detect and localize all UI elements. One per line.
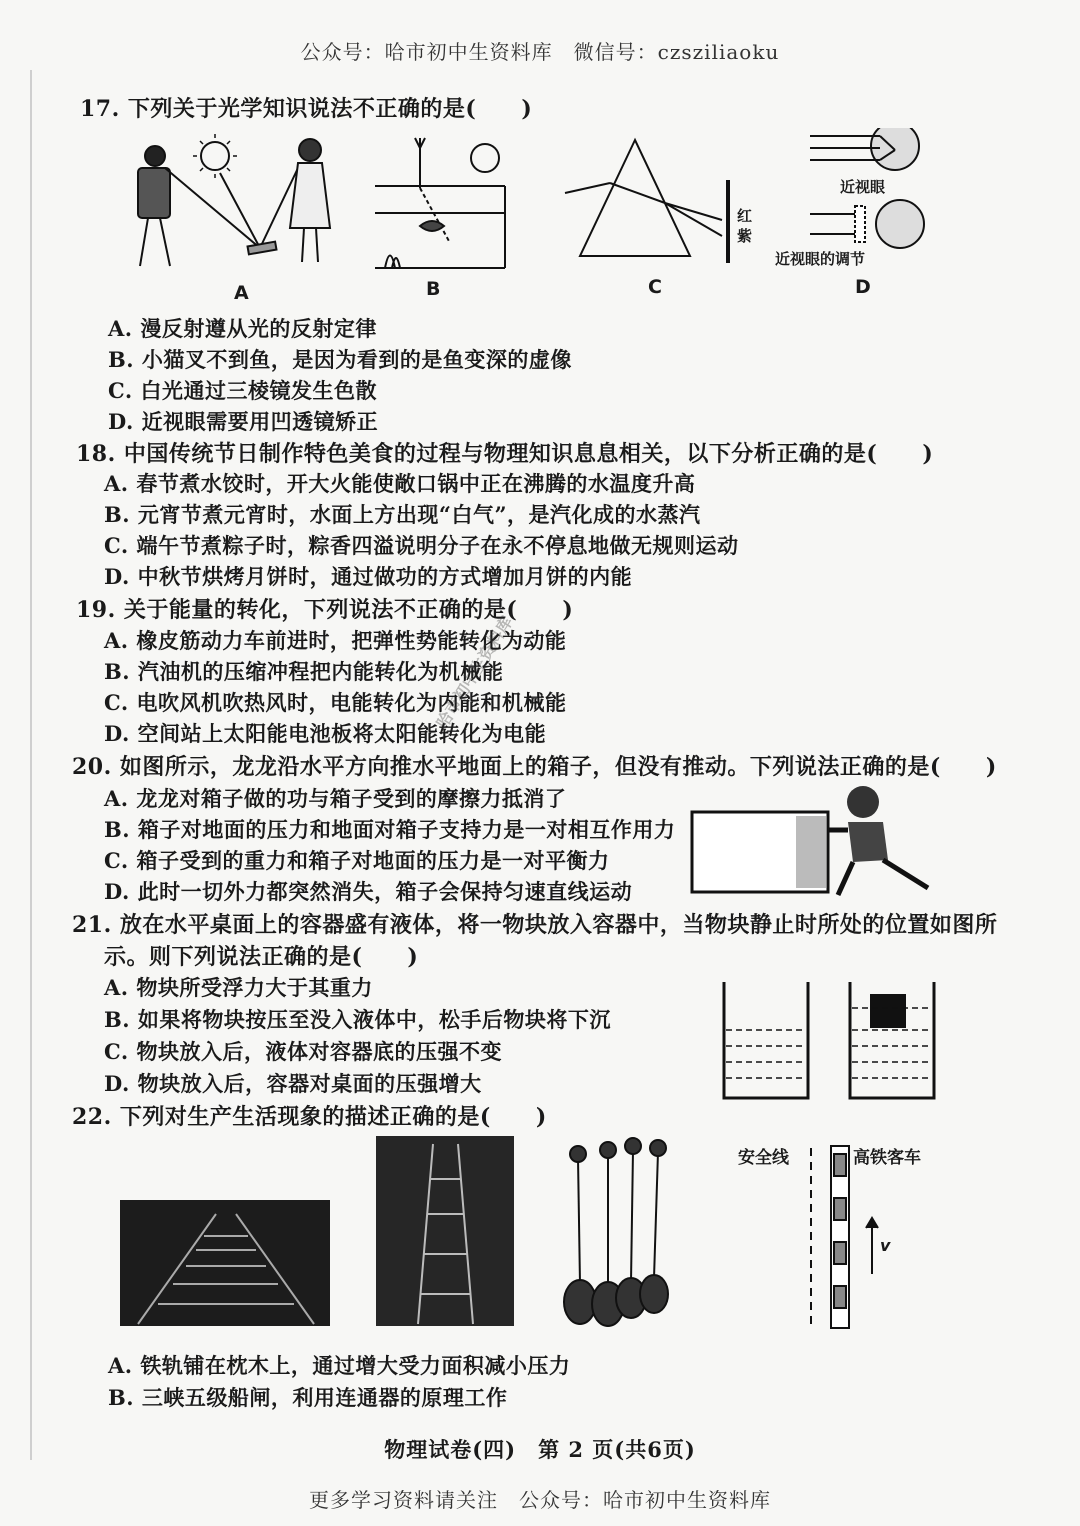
q17-fig-c-red: 红 bbox=[737, 207, 753, 225]
q21-option-b: B. 如果将物块按压至没入液体中，松手后物块将下沉 bbox=[104, 1007, 611, 1032]
watermark-stamp: 哈市初中生资料库 bbox=[432, 613, 517, 732]
q22-velocity-label: v bbox=[880, 1236, 891, 1255]
q21-option-a: A. 物块所受浮力大于其重力 bbox=[104, 975, 373, 1000]
q21-option-c: C. 物块放入后，液体对容器底的压强不变 bbox=[104, 1039, 502, 1064]
q22-figures bbox=[118, 1134, 948, 1334]
q22-train-label: 高铁客车 bbox=[853, 1148, 921, 1168]
question-19-stem: 19. 关于能量的转化，下列说法不正确的是( ) bbox=[76, 597, 574, 623]
q17-option-c: C. 白光通过三棱镜发生色散 bbox=[108, 378, 377, 403]
question-21-stem-line2: 示。则下列说法正确的是( ) bbox=[104, 944, 419, 970]
q20-figure-box-push bbox=[688, 780, 948, 902]
q17-option-a: A. 漫反射遵从光的反射定律 bbox=[108, 316, 377, 341]
q17-label-c: C bbox=[648, 276, 662, 298]
q17-fig-d-caption-1: 近视眼 bbox=[840, 178, 886, 196]
question-17-stem: 17. 下列关于光学知识说法不正确的是( ) bbox=[80, 96, 533, 122]
q22-photo-rail bbox=[120, 1200, 330, 1326]
q22-safety-line-label: 安全线 bbox=[738, 1148, 789, 1168]
q22-photo-spoons bbox=[564, 1138, 668, 1326]
q17-fig-c-violet: 紫 bbox=[737, 227, 753, 245]
q18-option-d: D. 中秋节烘烤月饼时，通过做功的方式增加月饼的内能 bbox=[104, 564, 633, 589]
header-banner: 公众号：哈市初中生资料库 微信号：czsziliaoku bbox=[300, 40, 780, 64]
question-18-stem: 18. 中国传统节日制作特色美食的过程与物理知识息息相关，以下分析正确的是( ) bbox=[76, 441, 934, 467]
q20-option-c: C. 箱子受到的重力和箱子对地面的压力是一对平衡力 bbox=[104, 848, 610, 873]
q19-option-d: D. 空间站上太阳能电池板将太阳能转化为电能 bbox=[104, 721, 547, 746]
bottom-banner: 更多学习资料请关注 公众号：哈市初中生资料库 bbox=[309, 1488, 771, 1512]
q19-option-a: A. 橡皮筋动力车前进时，把弹性势能转化为动能 bbox=[104, 628, 567, 653]
page-footer: 物理试卷(四) 第 2 页(共6页) bbox=[384, 1437, 696, 1462]
scan-edge bbox=[30, 70, 32, 1460]
q22-option-a: A. 铁轨铺在枕木上，通过增大受力面积减小压力 bbox=[108, 1353, 571, 1378]
q20-option-a: A. 龙龙对箱子做的功与箱子受到的摩擦力抵消了 bbox=[104, 786, 567, 811]
q21-option-d: D. 物块放入后，容器对桌面的压强增大 bbox=[104, 1071, 482, 1096]
q17-figures bbox=[120, 128, 950, 308]
q19-option-c: C. 电吹风机吹热风时，电能转化为内能和机械能 bbox=[104, 690, 567, 715]
question-22-stem: 22. 下列对生产生活现象的描述正确的是( ) bbox=[72, 1104, 547, 1130]
q22-photo-lock bbox=[376, 1136, 514, 1326]
q17-fig-c bbox=[565, 140, 728, 263]
q17-label-d: D bbox=[855, 276, 871, 298]
q19-option-b: B. 汽油机的压缩冲程把内能转化为机械能 bbox=[104, 659, 504, 684]
q17-fig-d-caption-2: 近视眼的调节 bbox=[775, 250, 866, 268]
q17-label-b: B bbox=[426, 278, 441, 300]
q22-option-b: B. 三峡五级船闸，利用连通器的原理工作 bbox=[108, 1385, 508, 1410]
q18-option-c: C. 端午节煮粽子时，粽香四溢说明分子在永不停息地做无规则运动 bbox=[104, 533, 739, 558]
q17-label-a: A bbox=[234, 282, 249, 304]
q20-option-b: B. 箱子对地面的压力和地面对箱子支持力是一对相互作用力 bbox=[104, 817, 676, 842]
question-20-stem: 20. 如图所示，龙龙沿水平方向推水平地面上的箱子，但没有推动。下列说法正确的是( ) bbox=[72, 754, 997, 780]
q17-option-b: B. 小猫叉不到鱼，是因为看到的是鱼变深的虚像 bbox=[108, 347, 572, 372]
q18-option-a: A. 春节煮水饺时，开大火能使敞口锅中正在沸腾的水温度升高 bbox=[104, 471, 696, 496]
q20-option-d: D. 此时一切外力都突然消失，箱子会保持匀速直线运动 bbox=[104, 879, 633, 904]
q17-fig-b bbox=[375, 138, 505, 268]
question-21-stem-line1: 21. 放在水平桌面上的容器盛有液体，将一物块放入容器中，当物块静止时所处的位置如图所 bbox=[72, 912, 998, 938]
q22-train-diagram bbox=[811, 1146, 878, 1328]
q17-option-d: D. 近视眼需要用凹透镜矫正 bbox=[108, 409, 379, 434]
q17-fig-a bbox=[138, 134, 330, 266]
q21-figure-containers bbox=[718, 980, 944, 1102]
q18-option-b: B. 元宵节煮元宵时，水面上方出现“白气”，是汽化成的水蒸汽 bbox=[104, 502, 701, 527]
